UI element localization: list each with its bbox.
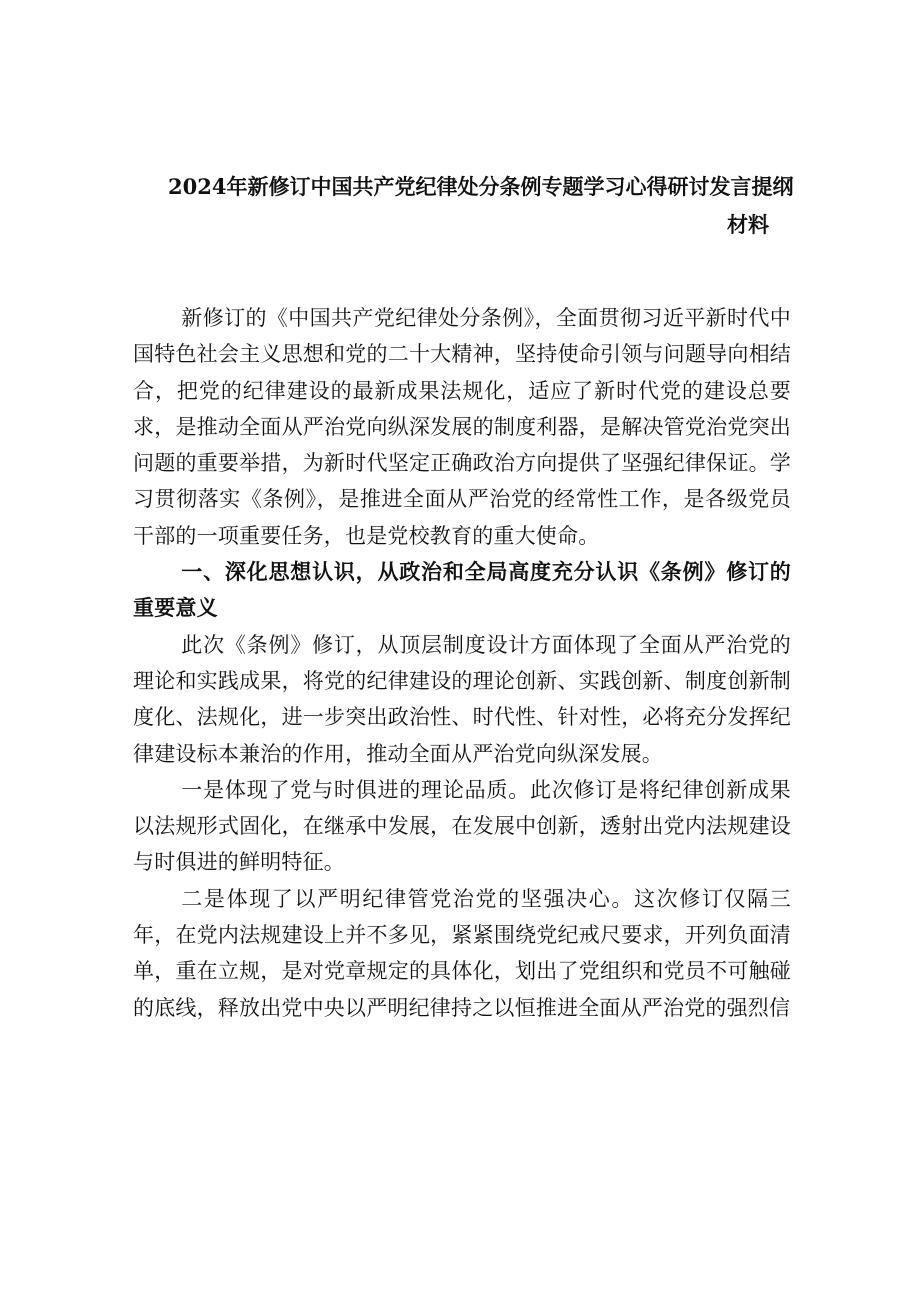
section-paragraph-1: 此次《条例》修订，从顶层制度设计方面体现了全面从严治党的理论和实践成果，将党的纪律建设的理论创新、实践创新、制度创新制度化、法规化，进一步突出政治性、时代性、针对性，必将充分发挥纪律建设标本兼治的作用，推动全面从严治党向纵深发展。 xyxy=(133,632,791,766)
intro-paragraph: 新修订的《中国共产党纪律处分条例》，全面贯彻习近平新时代中国特色社会主义思想和党的二十大精神，坚持使命引领与问题导向相结合，把党的纪律建设的最新成果法规化，适应了新时代党的建设总要求，是推动全面从严治党向纵深发展的制度利器，是解决管党治党突出问题的重要举措，为新时代坚定正确政治方向提供了坚强纪律保证。学习贯彻落实《条例》，是推进全面从严治党的经常性工作，是各级党员干部的一项重要任务，也是党校教育的重大使命。 xyxy=(133,306,791,548)
point-paragraph-1: 一是体现了党与时俱进的理论品质。此次修订是将纪律创新成果以法规形式固化，在继承中发展，在发展中创新，透射出党内法规建设与时俱进的鲜明特征。 xyxy=(133,777,791,875)
document-title xyxy=(133,0,794,244)
point-paragraph-2: 二是体现了以严明纪律管党治党的坚强决心。这次修订仅隔三年，在党内法规建设上并不多见，紧紧围绕党纪戒尺要求，开列负面清单，重在立规，是对党章规定的具体化，划出了党组织和党员不可触碰的底线，释放出党中央以严明纪律持之以恒推进全面从严治党的强烈信 xyxy=(133,886,791,1020)
document-body xyxy=(133,300,791,1026)
section-heading-1: 一、深化思想认识，从政治和全局高度充分认识《条例》修订的重要意义 xyxy=(133,559,791,621)
document-title-line-1: 2024年新修订中国共产党纪律处分条例专题学习心得研讨发言提纲 xyxy=(168,174,794,199)
document-page xyxy=(133,0,794,1026)
document-title-line-2: 材料 xyxy=(727,212,769,237)
